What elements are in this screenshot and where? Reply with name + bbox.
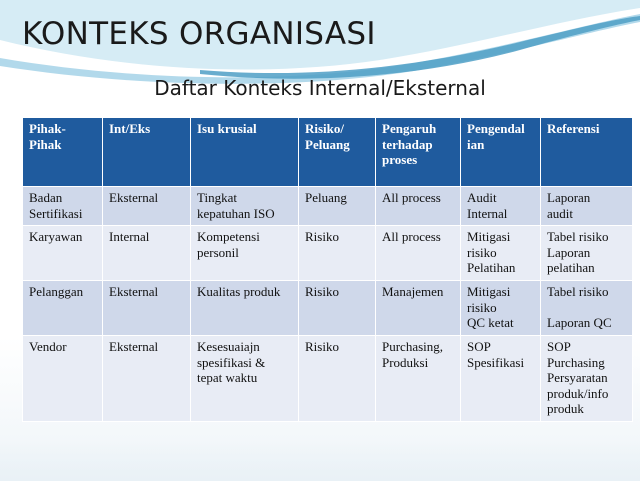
table-cell: SOP Purchasing Persyaratan produk/info produk	[541, 336, 633, 422]
table-row	[23, 336, 633, 422]
header-cell: Risiko/ Peluang	[299, 118, 376, 187]
header-cell: Pengaruh terhadap proses	[376, 118, 461, 187]
table-cell: Badan Sertifikasi	[23, 187, 103, 226]
table-cell: Tabel risiko Laporan QC	[541, 281, 633, 336]
table-cell: Purchasing, Produksi	[376, 336, 461, 422]
table-cell: Kualitas produk	[191, 281, 299, 336]
table-cell: Risiko	[299, 226, 376, 281]
table-cell: Tingkat kepatuhan ISO	[191, 187, 299, 226]
table-row	[23, 187, 633, 226]
table-cell: Karyawan	[23, 226, 103, 281]
table-cell: Risiko	[299, 336, 376, 422]
header-cell: Referensi	[541, 118, 633, 187]
table-cell: Eksternal	[103, 281, 191, 336]
table-cell: Eksternal	[103, 187, 191, 226]
table-cell: Kesesuaiajn spesifikasi & tepat waktu	[191, 336, 299, 422]
table-cell: Internal	[103, 226, 191, 281]
table-cell: Kompetensi personil	[191, 226, 299, 281]
table-cell: Risiko	[299, 281, 376, 336]
table-cell: Mitigasi risiko QC ketat	[461, 281, 541, 336]
table-row	[23, 226, 633, 281]
table-row	[23, 281, 633, 336]
table-cell: All process	[376, 226, 461, 281]
bottom-gradient	[0, 441, 640, 481]
context-table	[22, 117, 633, 422]
table-cell: Manajemen	[376, 281, 461, 336]
table-cell: Laporan audit	[541, 187, 633, 226]
slide-subtitle: Daftar Konteks Internal/Eksternal	[154, 76, 486, 100]
table-cell: Pelanggan	[23, 281, 103, 336]
table-cell: Mitigasi risiko Pelatihan	[461, 226, 541, 281]
header-cell: Pengendal ian	[461, 118, 541, 187]
table-cell: Audit Internal	[461, 187, 541, 226]
header-cell: Int/Eks	[103, 118, 191, 187]
header-cell: Isu krusial	[191, 118, 299, 187]
table-cell: SOP Spesifikasi	[461, 336, 541, 422]
slide-title: KONTEKS ORGANISASI	[22, 16, 376, 52]
table-cell: Peluang	[299, 187, 376, 226]
table-cell: Vendor	[23, 336, 103, 422]
table-cell: Eksternal	[103, 336, 191, 422]
table-header-row	[23, 118, 633, 187]
table-cell: Tabel risiko Laporan pelatihan	[541, 226, 633, 281]
table-cell: All process	[376, 187, 461, 226]
header-cell: Pihak- Pihak	[23, 118, 103, 187]
